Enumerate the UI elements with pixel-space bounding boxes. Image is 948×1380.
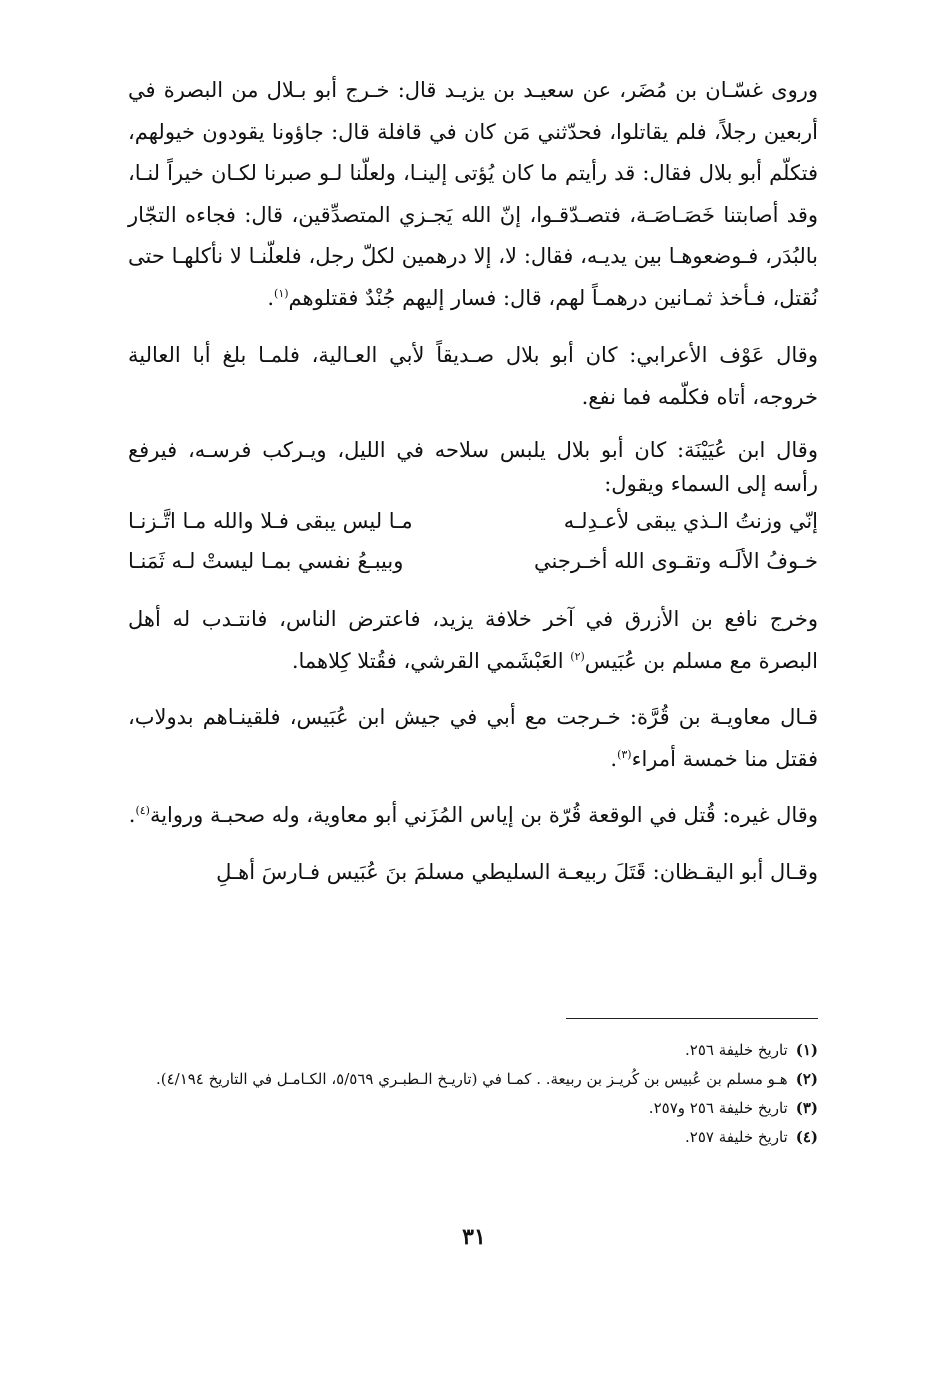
poem-intro: وقال ابن عُيَيْنَة: كان أبو بلال يلبس سلاحه في الليل، ويـركب فرسـه، فيرفع رأسه إلى السماء ويقول: [128, 438, 818, 496]
footnote-ref-2[interactable]: (٢) [570, 649, 585, 663]
footnote-item [128, 1123, 818, 1152]
hemistich-second: وبيبـعُ نفسي بمـا ليستْ لـه ثَمَنـا [128, 549, 404, 573]
paragraph-abu-yaqzan [128, 852, 818, 894]
paragraph-text: وقال عَوْف الأعرابي: كان أبو بلال صـديقاً لأبي العـالية، فلمـا بلغ أبا العالية خروجه، أتاه فكلّمه فما نفع. [128, 343, 818, 409]
footnote-text: تاريخ خليفة ٢٥٧. [684, 1128, 788, 1146]
footnote-item [128, 1036, 818, 1065]
footnote-number: (٢) [795, 1070, 818, 1088]
paragraph-text: وقال غيره: قُتل في الوقعة قُرّة بن إياس المُزَني أبو معاوية، وله صحبـة ورواية [149, 803, 818, 827]
footnotes [128, 1036, 818, 1152]
poem [128, 501, 818, 581]
footnote-item [128, 1065, 818, 1094]
paragraph-ghayruhu [128, 795, 818, 837]
hemistich-second: مـا ليس يبقى فـلا والله مـا اتَّـزنـا [128, 509, 413, 533]
footnote-item [128, 1094, 818, 1123]
footnote-number: (٣) [795, 1099, 818, 1117]
poem-verse [128, 501, 818, 541]
footnote-text: تاريخ خليفة ٢٥٦ و٢٥٧. [648, 1099, 788, 1117]
paragraph-text: وخرج نافع بن الأزرق في آخر خلافة يزيد، فاعترض الناس، فانتـدب له أهل البصرة مع مسلم بن عُبَيس [128, 607, 818, 673]
footnote-number: (٤) [795, 1128, 818, 1146]
hemistich-first: إنّي وزنتُ الـذي يبقى لأعـدِلـه [563, 509, 818, 533]
paragraph-text-cont: العَبْشَمي القرشي، فقُتلا كِلاهما. [291, 648, 571, 673]
paragraph-ghassan [128, 70, 818, 319]
footnote-text: هـو مسلم بن عُبيس بن كُريـز بن ربيعة. . كمـا في (تاريـخ الـطبـري ٥/٥٦٩، الكـامـل في التاريخ ٤/١٩٤). [155, 1070, 788, 1088]
hemistich-first: خـوفُ الألَـه وتقـوى الله أخـرجني [534, 549, 818, 573]
footnote-number: (١) [795, 1041, 818, 1059]
footnote-ref-1[interactable]: (١) [274, 286, 289, 300]
footnote-ref-4[interactable]: (٤) [135, 804, 150, 817]
footnote-ref-3[interactable]: (٣) [617, 747, 632, 761]
paragraph-text: قـال معاويـة بن قُرَّة: خـرجت مع أبي في جيش ابن عُبَيس، فلقينـاهم بدولاب، فقتل منا خمسة أمراء [128, 705, 818, 771]
paragraph-text: وقـال أبو اليقـظان: قَتَلَ ربيعـة السليطي مسلمَ بنَ عُبَيس فـارسَ أهـلِ [216, 859, 818, 884]
paragraph-awf [128, 335, 818, 418]
page-number: ٣١ [462, 1224, 486, 1250]
footnote-separator [566, 1018, 818, 1019]
paragraph-nafi [128, 599, 818, 682]
poem-verse [128, 541, 818, 581]
paragraph-end: . [128, 803, 136, 827]
paragraph-ibn-uyayna [128, 433, 818, 581]
footnote-text: تاريخ خليفة ٢٥٦. [684, 1041, 788, 1059]
paragraph-end: . [610, 746, 618, 771]
paragraph-muawiya [128, 697, 818, 780]
paragraph-end: . [267, 285, 275, 310]
paragraph-text: وروى غسّـان بن مُضَر، عن سعيـد بن يزيـد قال: خـرج أبو بـلال من البصرة في أربعين رجلاً، فلم يقاتلوا، فحدّثني مَن كان في قافلة قال: جاؤونا يقودون خيولهم، فتكلّم أبو بلال فقال: قد رأيتم ما كان يُؤتى إلينـا، ولعلّنا لـو صبرنا لكـان خيراً لنـا، وقد أصابتنا خَصَـاصَـة، فتصـدّقـوا، إنّ الله يَجـزي المتصدِّقين، قال: فجاءه التجّار بالبُدَر، فـوضعوهـا بين يديـه، فقال: لا، إلا درهمين لكلّ رجل، فلعلّنـا لا نأكلهـا حتى نُقتل، فـأخذ ثمـانين درهمـاً لهم، قال: فسار إليهم جُنْدٌ فقتلوهم [128, 78, 818, 310]
page-body [128, 70, 818, 908]
